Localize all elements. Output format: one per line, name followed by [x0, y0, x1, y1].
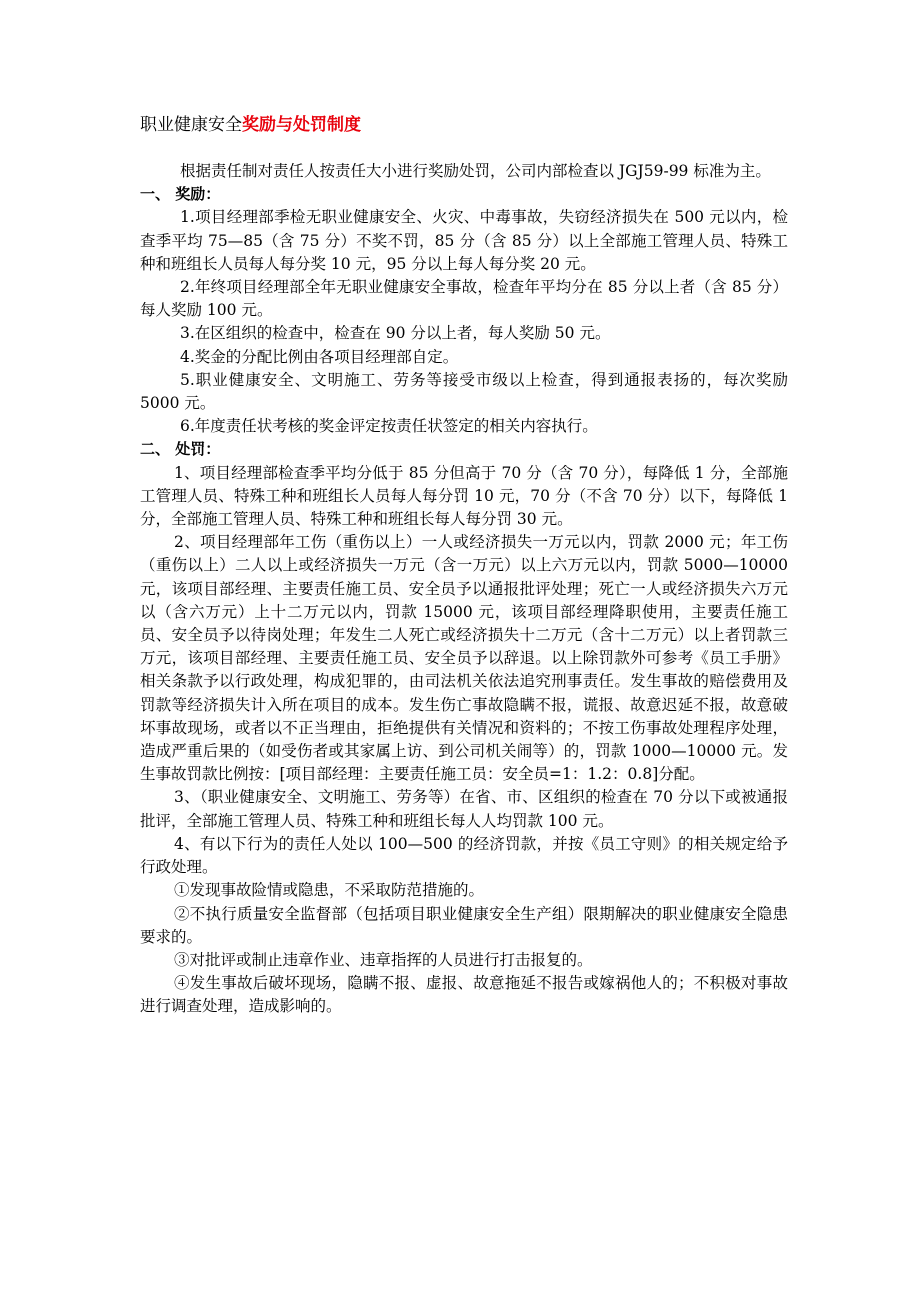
reward-item: 4.奖金的分配比例由各项目经理部自定。: [180, 347, 459, 366]
reward-item: 2.年终项目经理部全年无职业健康安全事故，检查年平均分在 85 分以上者（含 85 分）每人奖励 100 元。: [140, 278, 788, 320]
section-heading-penalty: 二、 处罚：: [140, 440, 221, 459]
penalty-item: 1、项目经理部检查季平均分低于 85 分但高于 70 分（含 70 分），每降低 1 分，全部施工管理人员、特殊工种和班组长人员每人每分罚 10 元，70 分（不含 70 分）以下，每降低 1 分，全部施工管理人员、特殊工种和班组长每人每分罚 30 元。: [140, 463, 788, 529]
penalty-item: 2、项目经理部年工伤（重伤以上）一人或经济损失一万元以内，罚款 2000 元；年工伤（重伤以上）二人以上或经济损失一万元（含一万元）以上六万元以内，罚款 5000—10000 元，该项目部经理、主要责任施工员、安全员予以通报批评处理；死亡一人或经济损失六万元以（含六万元）上十二万元以内，罚款 15000 元，该项目部经理降职使用，主要责任施工员、安全员予以待岗处理；年发生二人死亡或经济损失十二万元（含十二万元）以上者罚款三万元，该项目部经理、主要责任施工员、安全员予以辞退。以上除罚款外可参考《员工手册》相关条款予以行政处理，构成犯罪的，由司法机关依法追究刑事责任。发生事故的赔偿费用及罚款等经济损失计入所在项目的成本。发生伤亡事故隐瞒不报，谎报、故意迟延不报，故意破坏事故现场，或者以不正当理由，拒绝提供有关情况和资料的；不按工伤事故处理程序处理，造成严重后果的（如受伤者或其家属上访、到公司机关闹等）的，罚款 1000—10000 元。发生事故罚款比例按：[项目部经理：主要责任施工员：安全员=1：1.2：0.8]分配。: [140, 533, 788, 784]
document-body: [140, 160, 788, 1019]
penalty-subitem: ①发现事故险情或隐患，不采取防范措施的。: [174, 881, 485, 900]
penalty-subitem: ③对批评或制止违章作业、违章指挥的人员进行打击报复的。: [174, 950, 593, 969]
title-highlight: 奖励与处罚制度: [242, 115, 361, 135]
reward-item: 6.年度责任状考核的奖金评定按责任状签定的相关内容执行。: [180, 417, 598, 436]
penalty-item: 3、（职业健康安全、文明施工、劳务等）在省、市、区组织的检查在 70 分以下或被通报批评，全部施工管理人员、特殊工种和班组长每人人均罚款 100 元。: [140, 788, 788, 830]
title-plain: 职业健康安全: [140, 115, 242, 135]
intro-paragraph: 根据责任制对责任人按责任大小进行奖励处罚，公司内部检查以 JGJ59-99 标准为主。: [180, 162, 771, 180]
penalty-subitem: ②不执行质量安全监督部（包括项目职业健康安全生产组）限期解决的职业健康安全隐患要求的。: [140, 904, 788, 946]
penalty-item: 4、有以下行为的责任人处以 100—500 的经济罚款，并按《员工守则》的相关规定给予行政处理。: [140, 834, 788, 877]
document-title: [140, 112, 361, 138]
reward-item: 5.职业健康安全、文明施工、劳务等接受市级以上检查，得到通报表扬的，每次奖励 5000 元。: [140, 370, 788, 413]
penalty-subitem: ④发生事故后破坏现场，隐瞒不报、虚报、故意拖延不报告或嫁祸他人的；不积极对事故进行调查处理，造成影响的。: [140, 974, 788, 1016]
reward-item: 3.在区组织的检查中，检查在 90 分以上者，每人奖励 50 元。: [180, 324, 611, 343]
reward-item: 1.项目经理部季检无职业健康安全、火灾、中毒事故，失窃经济损失在 500 元以内，检查季平均 75—85（含 75 分）不奖不罚，85 分（含 85 分）以上全部施工管理人员、特殊工种和班组长人员每人每分奖 10 元，95 分以上每人每分奖 20 元。: [140, 208, 788, 273]
section-heading-reward: 一、 奖励：: [140, 185, 221, 204]
